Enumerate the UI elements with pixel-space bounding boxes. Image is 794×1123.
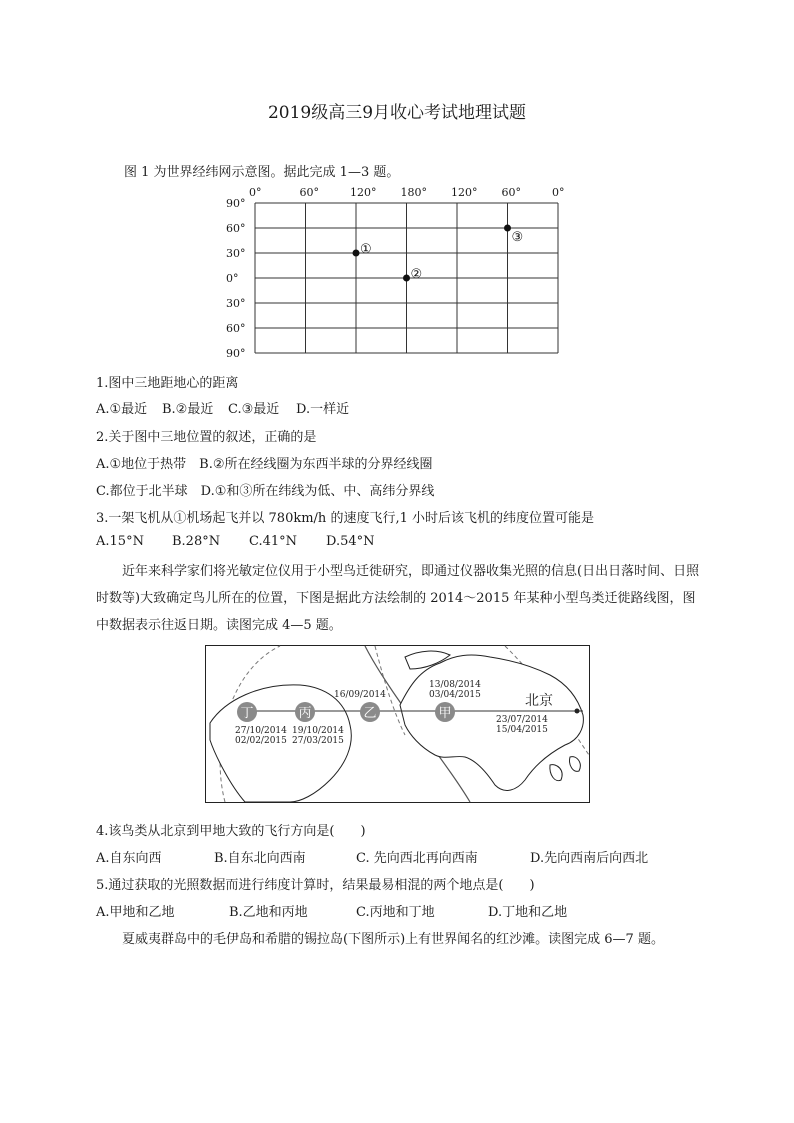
intro-1: 图 1 为世界经纬网示意图。据此完成 1—3 题。 — [124, 165, 400, 180]
paragraph-red-sand-beach: 夏威夷群岛中的毛伊岛和希腊的锡拉岛(下图所示)上有世界闻名的红沙滩。读图完成 6—7 题。 — [122, 932, 664, 947]
longitude-label: 0° — [552, 186, 565, 199]
place-beijing-date-2: 15/04/2015 — [496, 725, 548, 735]
question-2-options-line-2: C.都位于北半球 D.①和③所在纬线为低、中、高纬分界线 — [96, 484, 435, 499]
question-4-option-c: C. 先向西北再向西南 — [356, 851, 478, 866]
place-bing-name: 丙 — [298, 706, 312, 721]
longitude-label: 180° — [400, 186, 427, 199]
latitude-label: 30° — [226, 247, 246, 260]
place-beijing-date-1: 23/07/2014 — [496, 715, 548, 725]
question-5-option-b: B.乙地和丙地 — [229, 905, 308, 920]
place-ding-name: 丁 — [240, 706, 254, 721]
place-ding-date-2: 02/02/2015 — [235, 736, 287, 746]
map-point-label: ① — [360, 242, 372, 257]
question-5-option-d: D.丁地和乙地 — [488, 905, 568, 920]
bird-migration-map — [205, 645, 590, 803]
question-4-option-d: D.先向西南后向西北 — [530, 851, 649, 866]
question-1-option-c: C.③最近 — [228, 402, 280, 417]
question-1-option-a: A.①最近 — [96, 402, 148, 417]
question-3-option-b: B.28°N — [172, 534, 221, 549]
map-point — [403, 275, 410, 282]
place-yi-name: 乙 — [363, 706, 377, 721]
page-title: 2019级高三9月收心考试地理试题 — [267, 103, 527, 123]
latitude-label: 90° — [226, 197, 246, 210]
longitude-label: 0° — [249, 186, 262, 199]
beijing-marker — [575, 709, 580, 714]
place-ding-date-1: 27/10/2014 — [235, 726, 287, 736]
map-point — [504, 225, 511, 232]
question-1-option-b: B.②最近 — [162, 402, 214, 417]
longitude-label: 60° — [299, 186, 319, 199]
longitude-label: 120° — [451, 186, 478, 199]
question-2-options-line-1: A.①地位于热带 B.②所在经线圈为东西半球的分界经线圈 — [96, 457, 433, 472]
place-jia-date-2: 03/04/2015 — [429, 690, 481, 700]
lat-lon-grid-map — [222, 183, 567, 359]
map-point — [353, 250, 360, 257]
question-3-option-a: A.15°N — [96, 534, 144, 549]
latitude-label: 90° — [226, 347, 246, 359]
question-3-stem: 3.一架飞机从①机场起飞并以 780km/h 的速度飞行,1 小时后该飞机的纬度位置可能是 — [96, 511, 594, 526]
question-5-option-a: A.甲地和乙地 — [96, 905, 175, 920]
place-bing-date-2: 27/03/2015 — [292, 736, 344, 746]
question-5-option-c: C.丙地和丁地 — [356, 905, 435, 920]
latitude-label: 60° — [226, 322, 246, 335]
longitude-label: 60° — [501, 186, 521, 199]
latitude-label: 0° — [226, 272, 239, 285]
place-jia-date-1: 13/08/2014 — [429, 680, 481, 690]
question-4-option-b: B.自东北向西南 — [214, 851, 306, 866]
question-5-stem: 5.通过获取的光照数据而进行纬度计算时，结果最易相混的两个地点是( ) — [96, 878, 535, 893]
place-beijing-name: 北京 — [525, 693, 553, 709]
question-2-stem: 2.关于图中三地位置的叙述，正确的是 — [96, 430, 317, 445]
map-point-label: ③ — [511, 230, 524, 245]
question-4-stem: 4.该鸟类从北京到甲地大致的飞行方向是( ) — [96, 824, 366, 839]
place-bing-date-1: 19/10/2014 — [292, 726, 344, 736]
place-yi-date-1: 16/09/2014 — [334, 690, 386, 700]
question-3-option-c: C.41°N — [249, 534, 298, 549]
question-1-stem: 1.图中三地距地心的距离 — [96, 376, 239, 391]
place-jia-name: 甲 — [438, 706, 452, 721]
paragraph-migration: 近年来科学家们将光敏定位仪用于小型鸟迁徙研究，即通过仪器收集光照的信息(日出日落时间、日照时数等)大致确定鸟儿所在的位置，下图是据此方法绘制的 2014～2015 年某种小型鸟类迁徙路线图，图中数据表示往返日期。读图完成 4—5 题。 — [96, 564, 700, 633]
map-point-label: ② — [410, 267, 423, 282]
question-3-option-d: D.54°N — [326, 534, 375, 549]
question-1-option-d: D.一样近 — [296, 402, 350, 417]
longitude-label: 120° — [350, 186, 377, 199]
latitude-label: 60° — [226, 222, 246, 235]
latitude-label: 30° — [226, 297, 246, 310]
question-4-option-a: A.自东向西 — [96, 851, 162, 866]
